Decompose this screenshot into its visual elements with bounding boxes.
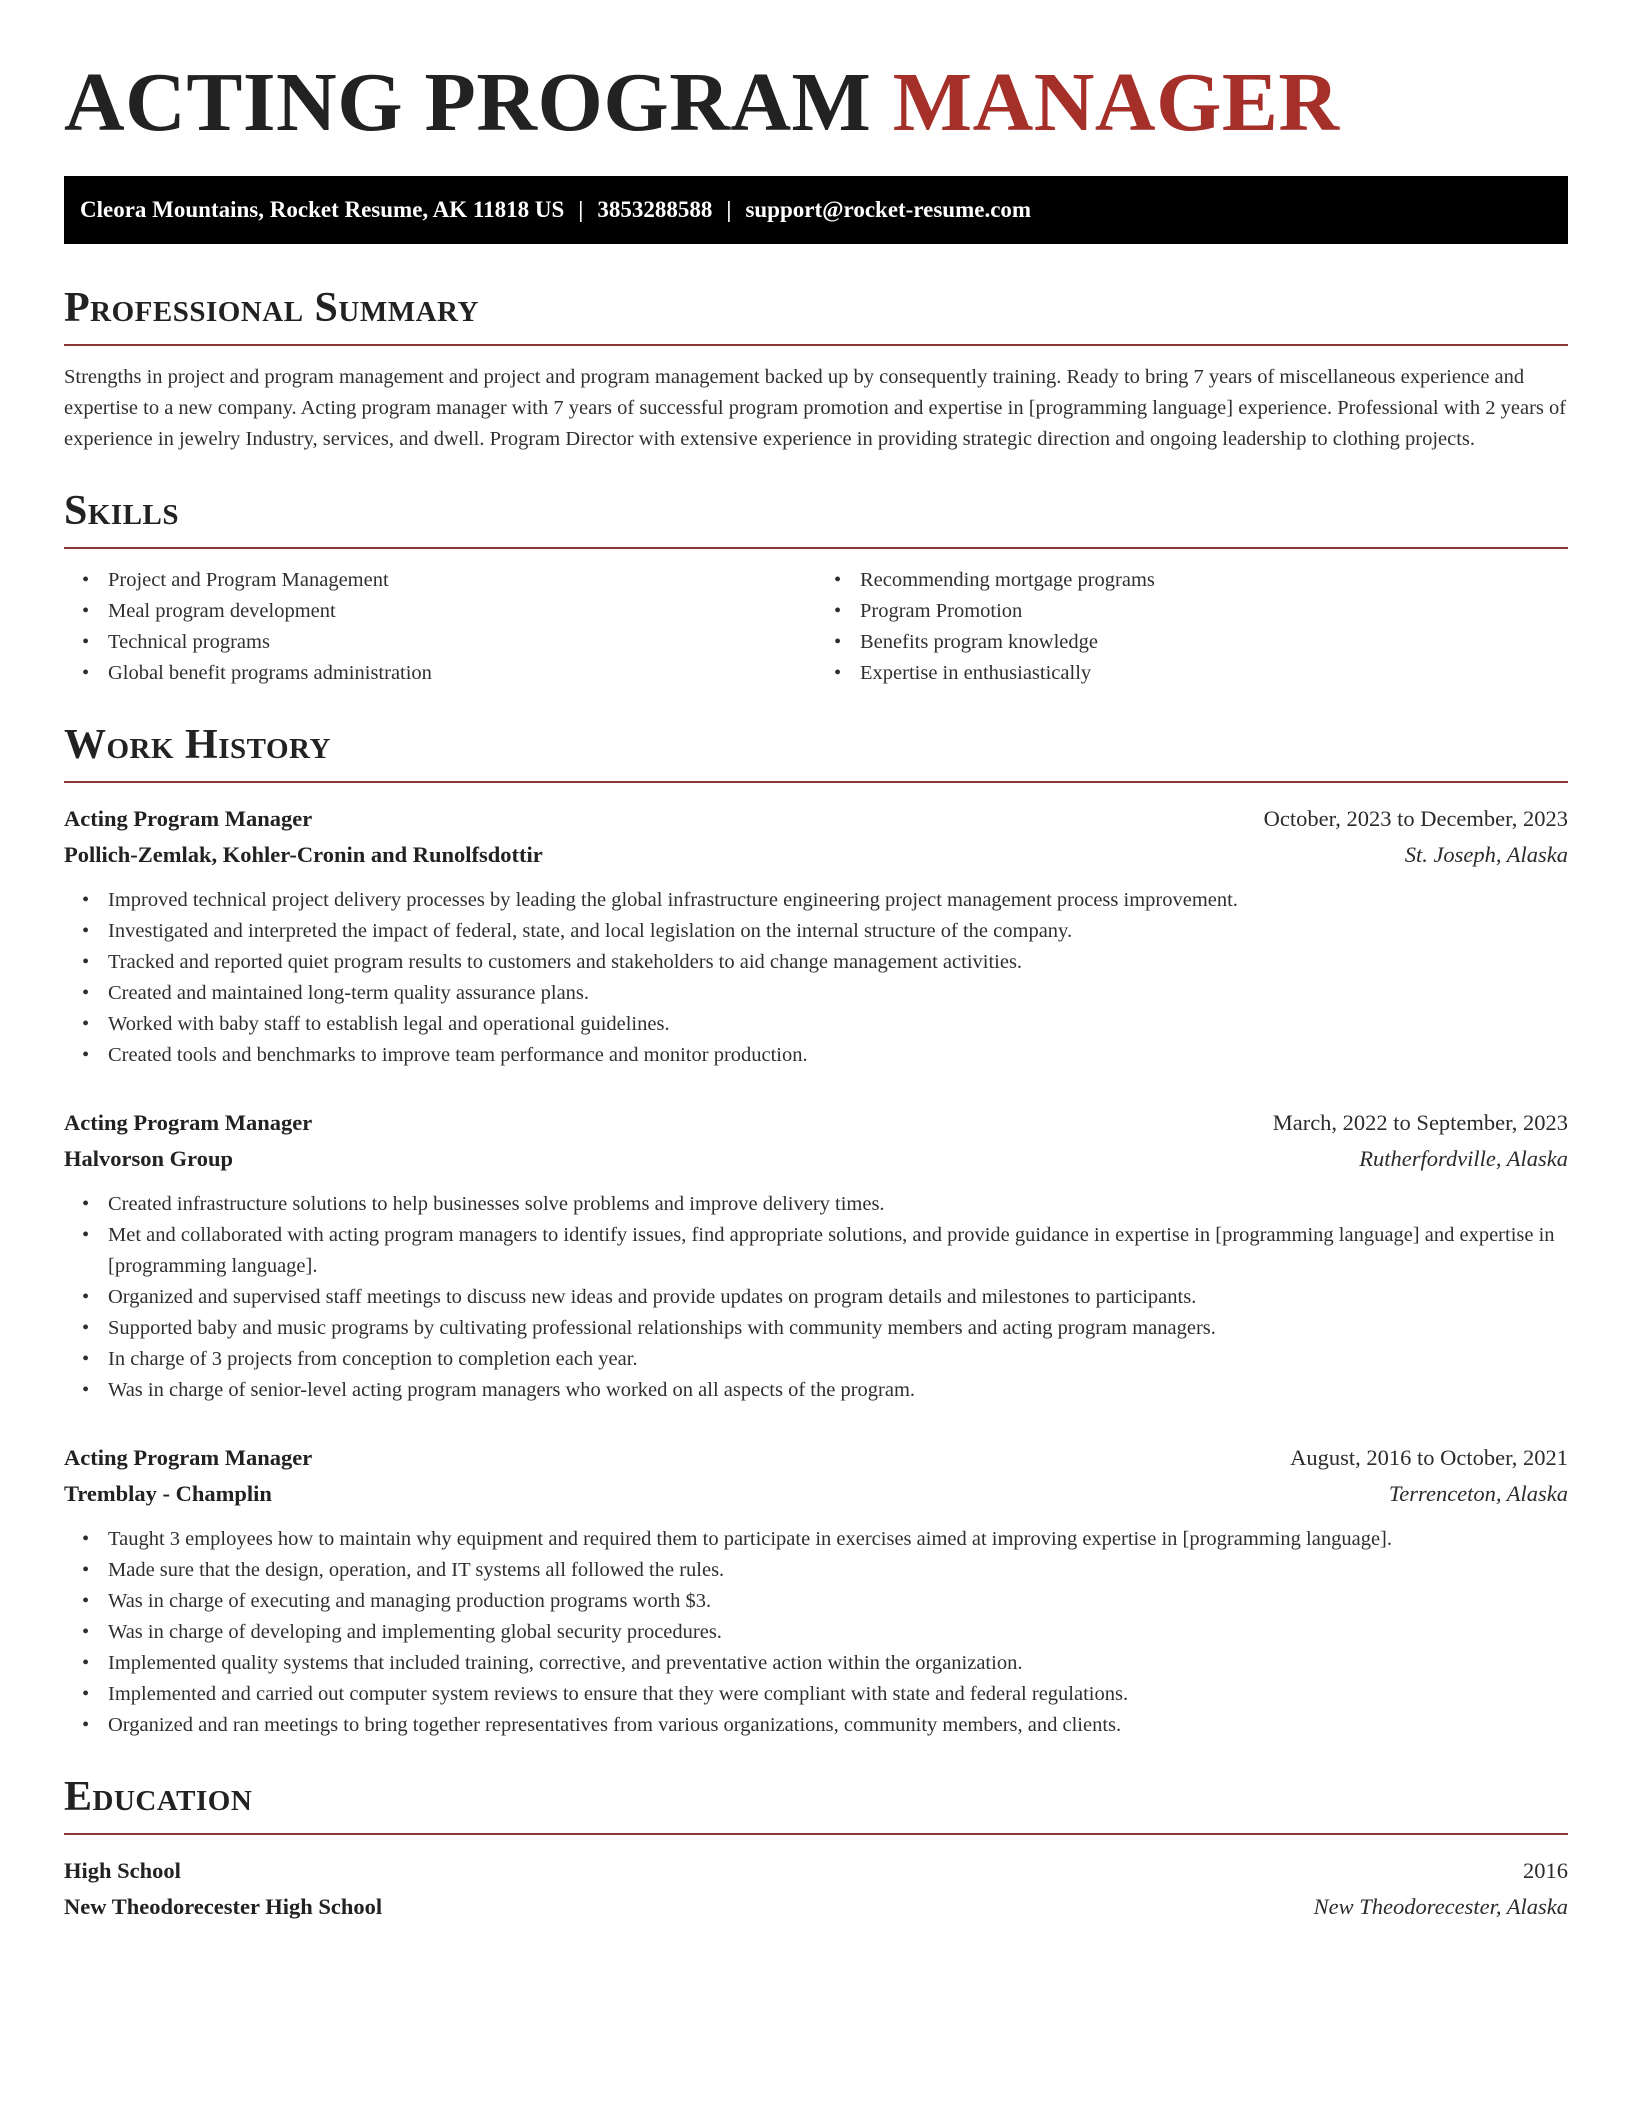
- skill-item: • Program Promotion: [860, 596, 1568, 627]
- education-heading: Education: [64, 1774, 253, 1820]
- job-location: Terrenceton, Alaska: [1388, 1481, 1568, 1506]
- job-bullet: • Investigated and interpreted the impact of federal, state, and local legislation on the internal structure of the company.: [108, 916, 1568, 947]
- contact-phone[interactable]: 3853288588: [597, 197, 713, 222]
- contact-email[interactable]: support@rocket-resume.com: [745, 197, 1032, 222]
- job-dates: March, 2022 to September, 2023: [1272, 1110, 1568, 1135]
- education-school: New Theodorecester High School: [64, 1894, 383, 1919]
- job-bullet: • Organized and ran meetings to bring together representatives from various organizations, community members, and clients.: [108, 1710, 1568, 1741]
- job-bullets: [64, 885, 1568, 1071]
- contact-separator: |: [726, 197, 732, 222]
- job-entry: [64, 1105, 1568, 1406]
- job-bullet: • Was in charge of senior-level acting program managers who worked on all aspects of the program.: [108, 1375, 1568, 1406]
- job-title: Acting Program Manager: [64, 806, 313, 831]
- job-bullets: [64, 1189, 1568, 1406]
- job-bullet: • Created and maintained long-term quality assurance plans.: [108, 978, 1568, 1009]
- job-title: Acting Program Manager: [64, 1445, 313, 1470]
- education-entry: [64, 1853, 1568, 1925]
- job-company: Halvorson Group: [64, 1146, 233, 1171]
- job-title: Acting Program Manager: [64, 1110, 313, 1135]
- skills-section: [64, 485, 1568, 689]
- resume-page: [64, 0, 1568, 1925]
- section-divider: [64, 547, 1568, 549]
- education-location: New Theodorecester, Alaska: [1313, 1894, 1568, 1919]
- skill-item: • Recommending mortgage programs: [860, 565, 1568, 596]
- job-bullet: • Improved technical project delivery processes by leading the global infrastructure engineering project management process improvement.: [108, 885, 1568, 916]
- job-company: Pollich-Zemlak, Kohler-Cronin and Runolfsdottir: [64, 842, 543, 867]
- contact-address: Cleora Mountains, Rocket Resume, AK 11818 US: [80, 197, 565, 222]
- section-divider: [64, 781, 1568, 783]
- job-bullet: • Taught 3 employees how to maintain why equipment and required them to participate in exercises aimed at improving expertise in [programming language].: [108, 1524, 1568, 1555]
- skills-column-right: [816, 565, 1568, 689]
- job-bullet: • Created infrastructure solutions to help businesses solve problems and improve delivery times.: [108, 1189, 1568, 1220]
- job-bullet: • Created tools and benchmarks to improve team performance and monitor production.: [108, 1040, 1568, 1071]
- title-main: ACTING PROGRAM: [64, 56, 872, 149]
- job-bullet: • Was in charge of executing and managing production programs worth $3.: [108, 1586, 1568, 1617]
- title-accent: MANAGER: [892, 56, 1340, 149]
- job-entry: [64, 1440, 1568, 1741]
- section-divider: [64, 1833, 1568, 1835]
- contact-bar: [64, 176, 1568, 244]
- summary-text: Strengths in project and program management and project and program management backed up by consequently training. Ready to bring 7 years of miscellaneous experience and expertise to a new company. Acting program manager with 7 years of successful program promotion and expertise in [programming language] experience. Professional with 2 years of experience in jewelry Industry, services, and dwell. Program Director with extensive experience in providing strategic direction and ongoing leadership to clothing projects.: [64, 366, 1567, 450]
- job-entry: [64, 801, 1568, 1071]
- skills-column-left: [64, 565, 816, 689]
- skill-item: • Global benefit programs administration: [108, 658, 816, 689]
- job-bullet: • Met and collaborated with acting program managers to identify issues, find appropriate solutions, and provide guidance in expertise in [programming language] and expertise in [programming language].: [108, 1220, 1568, 1282]
- work-history-section: [64, 719, 1568, 1741]
- skill-item: • Project and Program Management: [108, 565, 816, 596]
- section-divider: [64, 344, 1568, 346]
- job-dates: October, 2023 to December, 2023: [1263, 806, 1568, 831]
- education-degree: High School: [64, 1858, 181, 1883]
- skills-grid: [64, 565, 1568, 689]
- work-history-heading: Work History: [64, 722, 331, 768]
- job-bullet: • In charge of 3 projects from conception to completion each year.: [108, 1344, 1568, 1375]
- job-bullet: • Made sure that the design, operation, and IT systems all followed the rules.: [108, 1555, 1568, 1586]
- skill-item: • Expertise in enthusiastically: [860, 658, 1568, 689]
- job-bullet: • Implemented quality systems that included training, corrective, and preventative action within the organization.: [108, 1648, 1568, 1679]
- job-location: St. Joseph, Alaska: [1404, 842, 1568, 867]
- job-bullet: • Was in charge of developing and implementing global security procedures.: [108, 1617, 1568, 1648]
- skills-heading: Skills: [64, 488, 180, 534]
- job-bullet: • Supported baby and music programs by cultivating professional relationships with community members and acting program managers.: [108, 1313, 1568, 1344]
- education-section: [64, 1771, 1568, 1925]
- contact-separator: |: [578, 197, 584, 222]
- job-bullet: • Worked with baby staff to establish legal and operational guidelines.: [108, 1009, 1568, 1040]
- job-bullets: [64, 1524, 1568, 1741]
- skill-item: • Meal program development: [108, 596, 816, 627]
- skill-item: • Benefits program knowledge: [860, 627, 1568, 658]
- education-year: 2016: [1523, 1858, 1568, 1883]
- job-dates: August, 2016 to October, 2021: [1290, 1445, 1568, 1470]
- job-bullet: • Organized and supervised staff meetings to discuss new ideas and provide updates on program details and milestones to participants.: [108, 1282, 1568, 1313]
- job-company: Tremblay - Champlin: [64, 1481, 272, 1506]
- job-bullet: • Implemented and carried out computer system reviews to ensure that they were compliant with state and federal regulations.: [108, 1679, 1568, 1710]
- job-location: Rutherfordville, Alaska: [1359, 1146, 1568, 1171]
- summary-section: [64, 282, 1568, 455]
- summary-heading: Professional Summary: [64, 285, 479, 331]
- job-bullet: • Tracked and reported quiet program results to customers and stakeholders to aid change management activities.: [108, 947, 1568, 978]
- resume-title: [64, 0, 1568, 148]
- skill-item: • Technical programs: [108, 627, 816, 658]
